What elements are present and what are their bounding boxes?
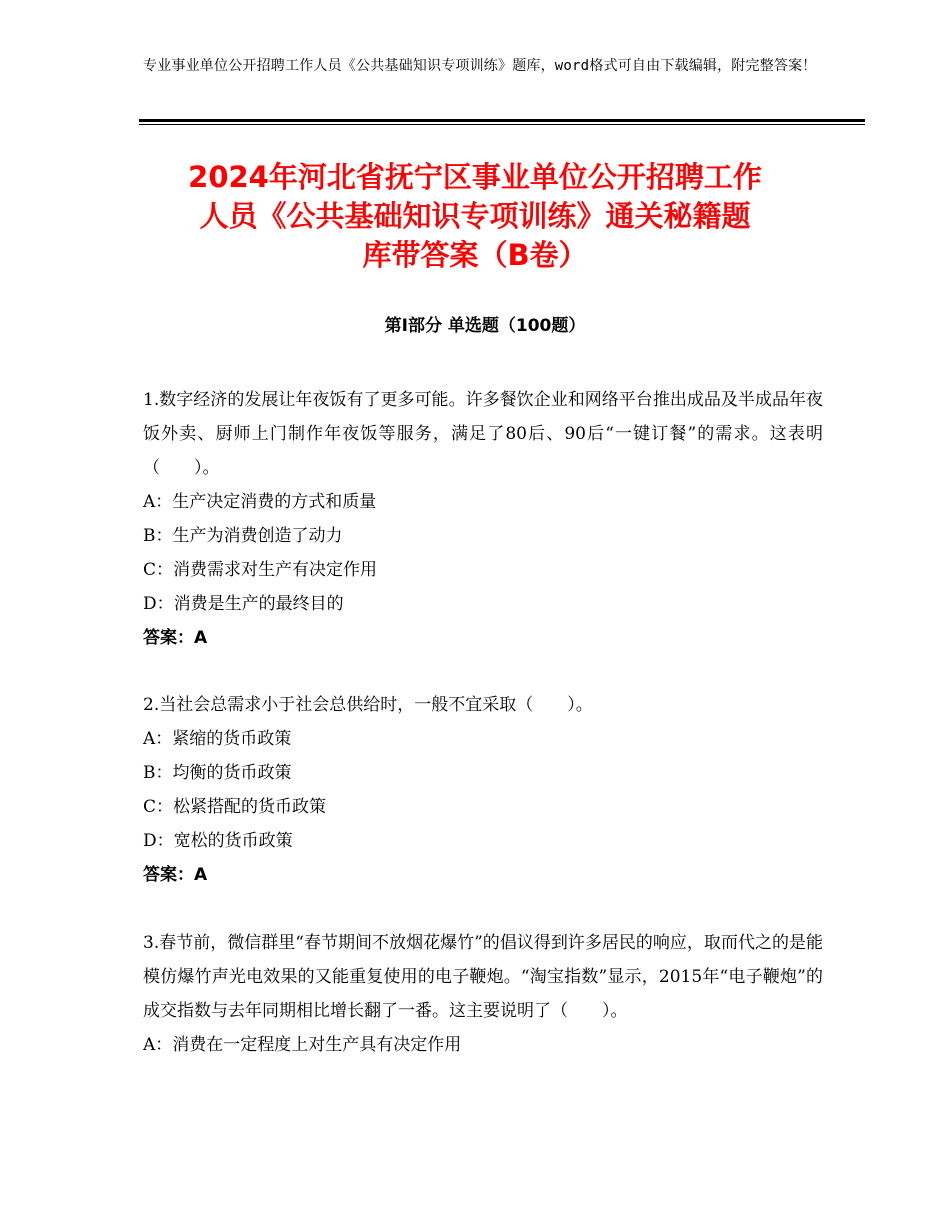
question-stem: 3.春节前，微信群里“春节期间不放烟花爆竹”的倡议得到许多居民的响应，取而代之的是能模仿爆竹声光电效果的又能重复使用的电子鞭炮。“淘宝指数”显示，2015年“电子鞭炮”的成交指数与去年同期相比增长翻了一番。这主要说明了（ ）。 — [143, 933, 823, 1021]
question-stem: 1.数字经济的发展让年夜饭有了更多可能。许多餐饮企业和网络平台推出成品及半成品年夜饭外卖、厨师上门制作年夜饭等服务，满足了80后、90后“一键订餐”的需求。这表明（ ）。 — [143, 390, 823, 478]
question-3 — [143, 926, 823, 1062]
answer: 答案：A — [143, 628, 208, 648]
header-divider-thick — [139, 119, 865, 122]
page-header — [143, 55, 823, 77]
answer: 答案：A — [143, 865, 208, 885]
option-a: A：紧缩的货币政策 — [143, 729, 292, 749]
page-header-text: 专业事业单位公开招聘工作人员《公共基础知识专项训练》题库，word格式可自由下载编辑，附完整答案！ — [143, 58, 817, 74]
header-divider-thin — [139, 124, 865, 125]
question-stem: 2.当社会总需求小于社会总供给时，一般不宜采取（ ）。 — [143, 695, 593, 715]
option-b: B：均衡的货币政策 — [143, 763, 292, 783]
question-1 — [143, 383, 823, 655]
option-c: C：松紧搭配的货币政策 — [143, 797, 327, 817]
option-d: D：宽松的货币政策 — [143, 831, 293, 851]
document-title-line-3: 库带答案（B卷） — [362, 238, 588, 272]
document-title-line-2: 人员《公共基础知识专项训练》通关秘籍题 — [199, 199, 751, 233]
question-2 — [143, 688, 823, 892]
document-title — [130, 158, 820, 275]
option-a: A：生产决定消费的方式和质量 — [143, 492, 377, 512]
section-title: 第Ⅰ部分 单选题（100题） — [384, 316, 586, 336]
document-title-line-1: 2024年河北省抚宁区事业单位公开招聘工作 — [188, 160, 762, 194]
option-d: D：消费是生产的最终目的 — [143, 594, 344, 614]
option-b: B：生产为消费创造了动力 — [143, 526, 343, 546]
option-a: A：消费在一定程度上对生产具有决定作用 — [143, 1035, 462, 1055]
option-c: C：消费需求对生产有决定作用 — [143, 560, 378, 580]
